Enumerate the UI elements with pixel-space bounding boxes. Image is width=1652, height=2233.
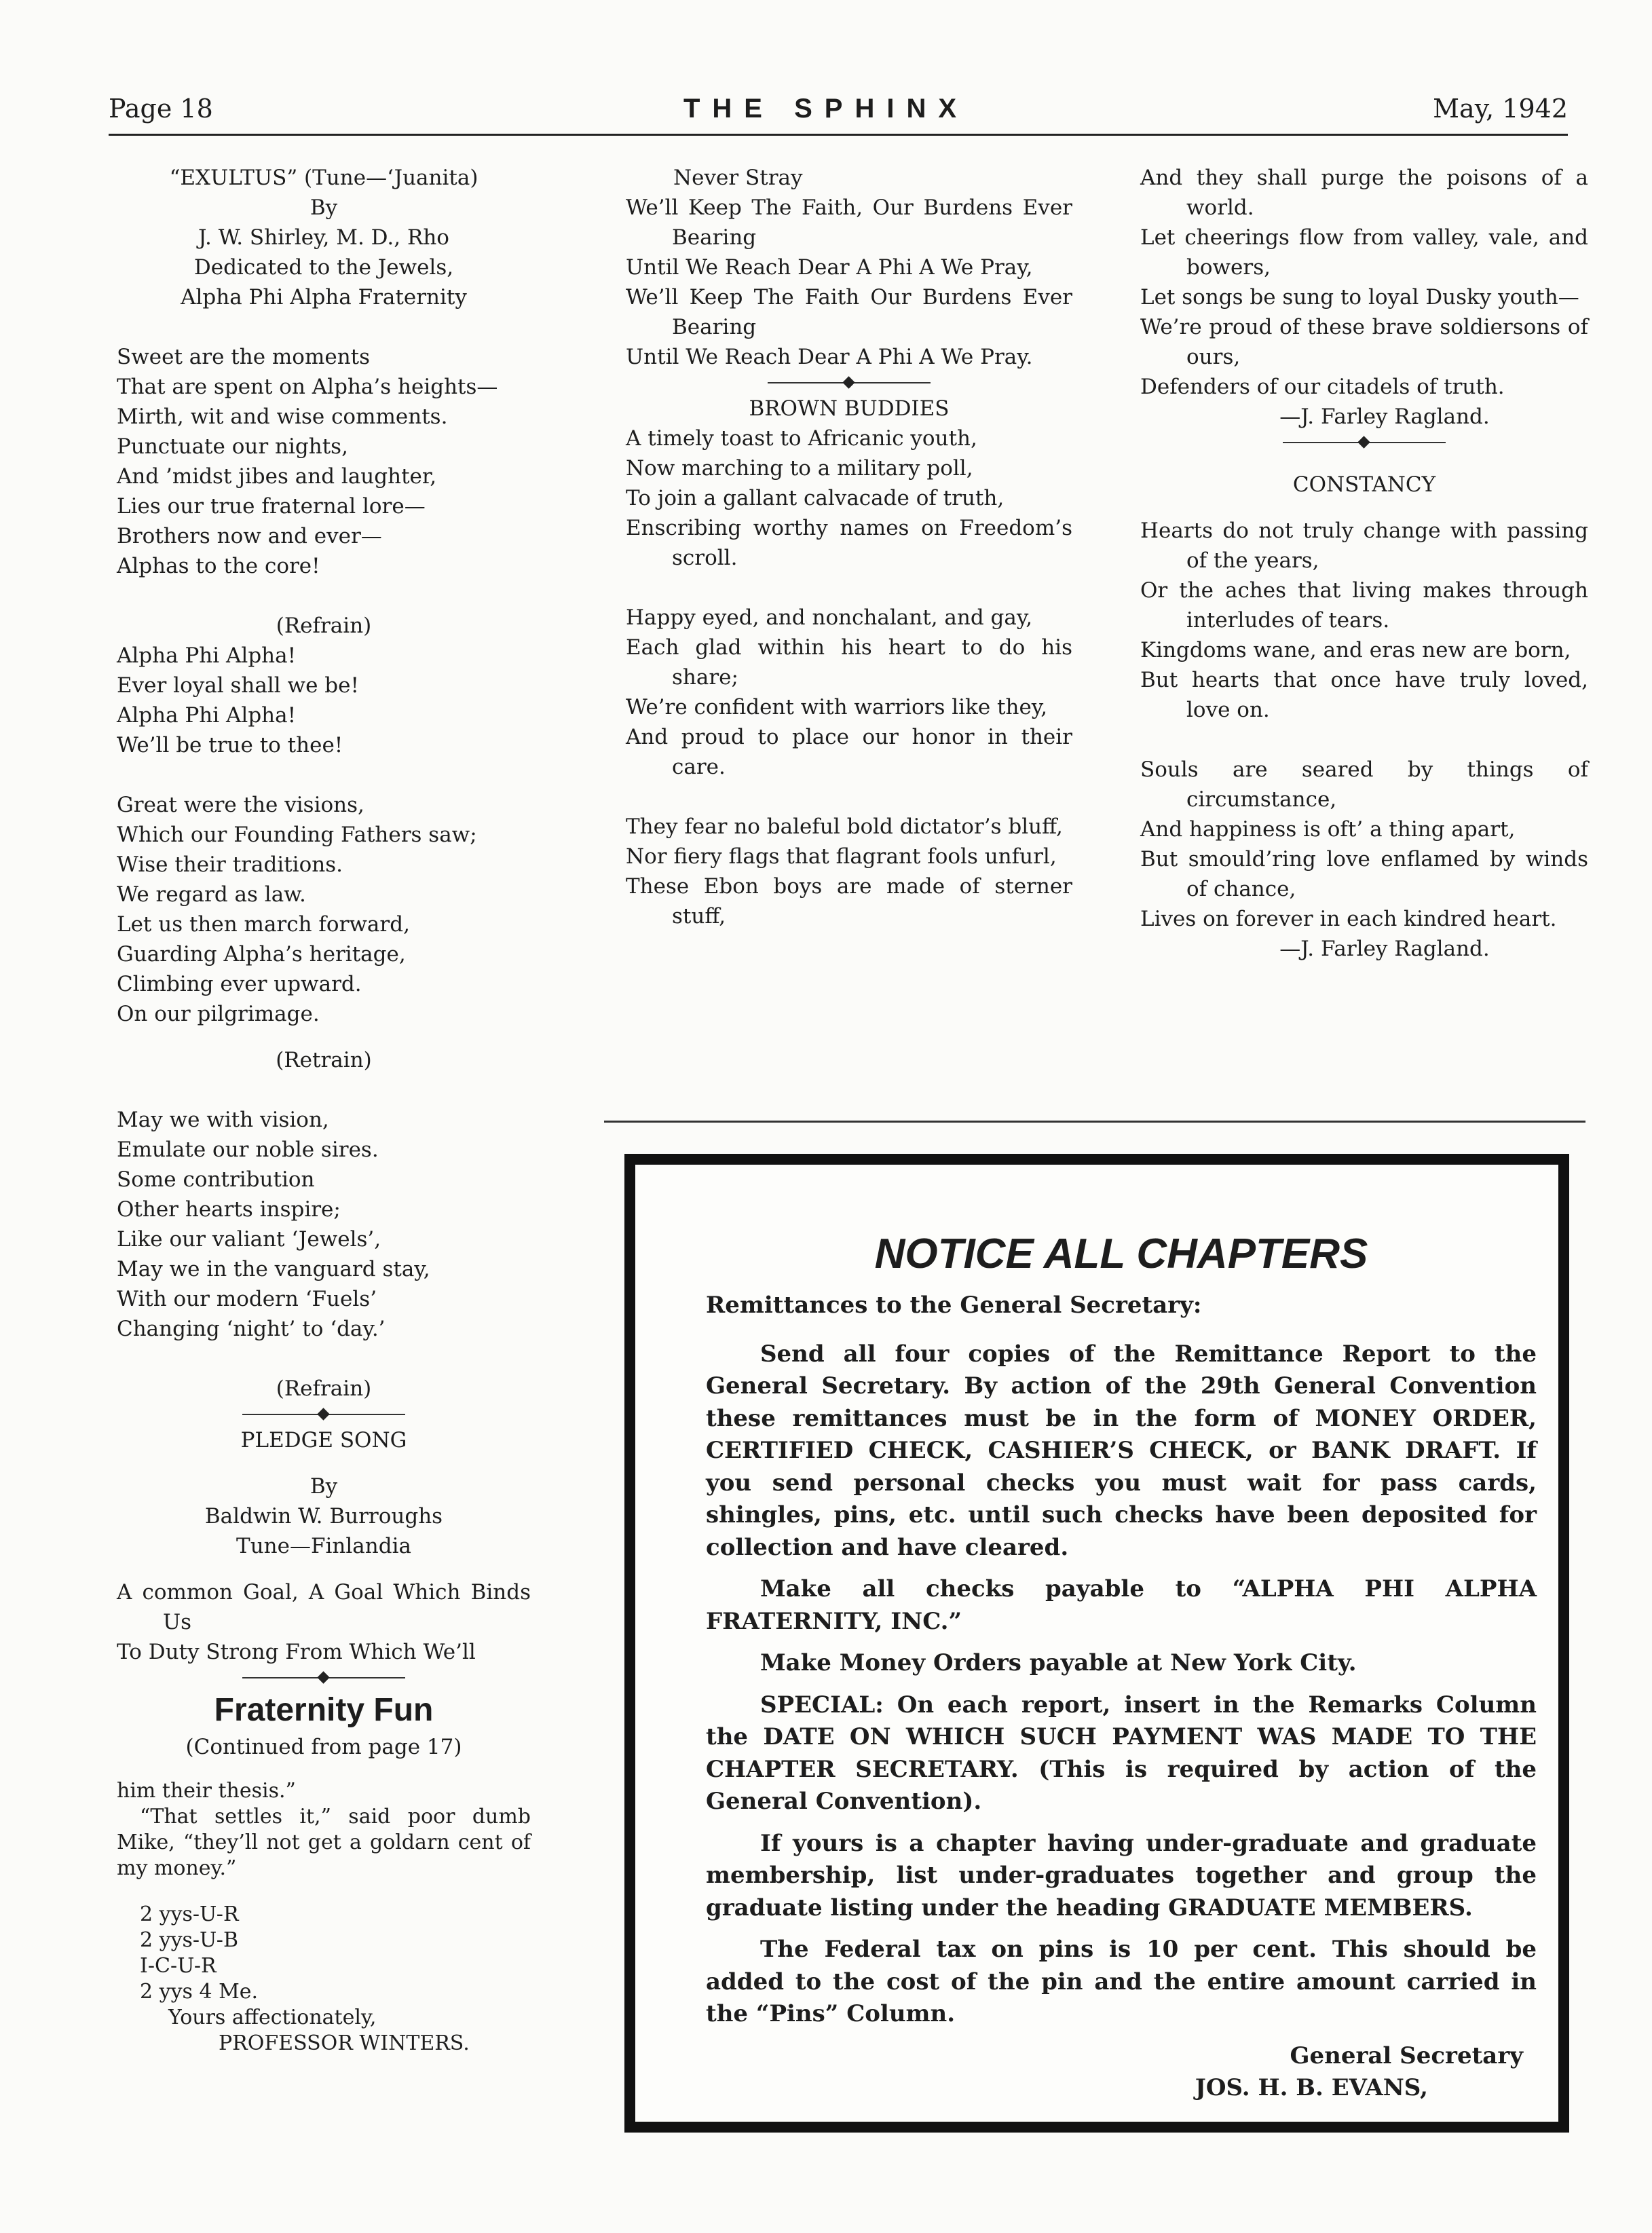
column-right <box>1140 163 1588 964</box>
spacer <box>117 1455 531 1471</box>
spacer <box>117 1762 531 1778</box>
spacer <box>117 1029 531 1045</box>
verse-line: With our modern ‘Fuels’ <box>117 1287 377 1311</box>
spacer <box>626 573 1072 603</box>
verse-line: We’ll Keep The Faith Our Burdens Ever Bearing <box>626 285 1072 339</box>
refrain-label: (Refrain) <box>276 614 372 638</box>
code-line: 2 yys-U-R <box>140 1902 239 1926</box>
issue-date: May, 1942 <box>1433 94 1568 124</box>
header-rule <box>109 134 1568 136</box>
column-middle <box>626 163 1072 931</box>
verse-line: Wise their traditions. <box>117 852 343 877</box>
spacer <box>117 1075 531 1105</box>
code-line: 2 yys 4 Me. <box>140 1980 259 2004</box>
spacer <box>1140 725 1588 755</box>
verse-line: Souls are seared by things of circumstance, <box>1140 757 1588 812</box>
verse-line: Which our Founding Fathers saw; <box>117 823 477 847</box>
verse-line: Kingdoms wane, and eras new are born, <box>1140 638 1571 662</box>
verse-line: Now marching to a military poll, <box>626 456 973 481</box>
constancy-signature: —J. Farley Ragland. <box>1279 937 1490 961</box>
continued-note: (Continued from page 17) <box>185 1735 462 1759</box>
refrain-label: (Retrain) <box>276 1048 372 1072</box>
spacer <box>1140 500 1588 516</box>
verse-line: Enscribing worthy names on Freedom’s scroll. <box>626 516 1072 570</box>
verse-line: Never Stray <box>673 166 803 190</box>
fun-line: “That settles it,” said poor dumb Mike, “they’ll not get a goldarn cent of my money.” <box>117 1805 531 1880</box>
section-rule <box>604 1121 1585 1123</box>
verse-line: And happiness is oft’ a thing apart, <box>1140 817 1516 842</box>
verse-line: Or the aches that living makes through interludes of tears. <box>1140 578 1588 633</box>
spacer <box>117 1344 531 1374</box>
verse-line: May we with vision, <box>117 1108 329 1132</box>
exultus-verse-1 <box>117 342 531 581</box>
verse-line: Alpha Phi Alpha! <box>117 643 297 668</box>
verse-line: A common Goal, A Goal Which Binds Us <box>117 1580 531 1634</box>
notice-box <box>624 1154 1569 2133</box>
exultus-verse-2 <box>117 790 531 1029</box>
notice-content <box>706 1227 1537 2105</box>
verse-line: Like our valiant ‘Jewels’, <box>117 1227 381 1252</box>
verse-line: Each glad within his heart to do his share; <box>626 635 1072 690</box>
verse-line: To join a gallant calvacade of truth, <box>626 486 1005 510</box>
ornament-divider <box>242 1404 405 1425</box>
exultus-author: J. W. Shirley, M. D., Rho <box>198 225 449 250</box>
verse-line: Some contribution <box>117 1167 315 1192</box>
magazine-title: THE SPHINX <box>683 94 969 124</box>
verse-line: They fear no baleful bold dictator’s bluff, <box>626 814 1063 839</box>
fun-signature: PROFESSOR WINTERS. <box>219 2031 470 2055</box>
pledge-title: PLEDGE SONG <box>240 1428 407 1452</box>
verse-line: Until We Reach Dear A Phi A We Pray. <box>626 345 1033 369</box>
pledge-author: Baldwin W. Burroughs <box>204 1504 443 1528</box>
fun-closing: Yours affectionately, <box>168 2006 377 2029</box>
ornament-divider <box>1283 432 1446 453</box>
spacer <box>117 1881 531 1902</box>
refrain-label: (Refrain) <box>276 1376 372 1401</box>
code-line: I-C-U-R <box>140 1954 217 1978</box>
notice-paragraph: Make all checks payable to “ALPHA PHI ALPHA FRATERNITY, INC.” <box>706 1575 1537 1635</box>
exultus-verse-3 <box>117 1105 531 1344</box>
exultus-dedication-2: Alpha Phi Alpha Fraternity <box>181 285 467 309</box>
constancy-title: CONSTANCY <box>1292 472 1436 497</box>
exultus-by: By <box>309 195 338 220</box>
pledge-by: By <box>309 1474 338 1499</box>
verse-line: Let us then march forward, <box>117 912 410 937</box>
fun-line: him their thesis.” <box>117 1779 296 1803</box>
verse-line: These Ebon boys are made of sterner stuff, <box>626 874 1072 928</box>
spacer <box>117 312 531 342</box>
spacer <box>1140 453 1588 470</box>
verse-line: Other hearts inspire; <box>117 1197 341 1222</box>
notice-signature-title: General Secretary <box>1290 2042 1523 2069</box>
column-left <box>117 163 531 2057</box>
verse-line: Great were the visions, <box>117 793 364 817</box>
verse-line: Guarding Alpha’s heritage, <box>117 942 406 967</box>
spacer <box>117 760 531 790</box>
brown-buddies-title: BROWN BUDDIES <box>749 396 950 421</box>
exultus-refrain <box>117 641 531 760</box>
verse-line: Mirth, wit and wise comments. <box>117 405 448 429</box>
verse-line: Nor fiery flags that flagrant fools unfurl, <box>626 844 1057 869</box>
ornament-divider <box>768 372 931 394</box>
page-number: Page 18 <box>109 94 213 124</box>
verse-line: And they shall purge the poisons of a world. <box>1140 166 1588 220</box>
verse-line: We’ll be true to thee! <box>117 733 343 757</box>
verse-line: But smould’ring love enflamed by winds of chance, <box>1140 847 1588 901</box>
verse-line: We’re confident with warriors like they, <box>626 695 1048 719</box>
verse-line: Punctuate our nights, <box>117 434 348 459</box>
notice-paragraph: If yours is a chapter having under-graduate and graduate membership, list under-graduates together and group the graduate listing under the heading GRADUATE MEMBERS. <box>706 1829 1537 1921</box>
verse-line: And proud to place our honor in their care. <box>626 725 1072 779</box>
ornament-divider <box>242 1667 405 1689</box>
brown-buddies-signature: —J. Farley Ragland. <box>1279 405 1490 429</box>
notice-paragraph: SPECIAL: On each report, insert in the Remarks Column the DATE ON WHICH SUCH PAYMENT WAS MADE TO THE CHAPTER SECRETARY. (This is required by action of the General Convention). <box>706 1691 1537 1815</box>
verse-line: We regard as law. <box>117 882 306 907</box>
verse-line: Sweet are the moments <box>117 345 371 369</box>
spacer <box>117 1561 531 1577</box>
notice-signature-name: JOS. H. B. EVANS, <box>1195 2074 1428 2101</box>
verse-line: Climbing ever upward. <box>117 972 362 996</box>
verse-line: Until We Reach Dear A Phi A We Pray, <box>626 255 1033 280</box>
fun-body <box>117 1778 531 2057</box>
verse-line: But hearts that once have truly loved, love on. <box>1140 668 1588 722</box>
verse-line: Let songs be sung to loyal Dusky youth— <box>1140 285 1579 309</box>
exultus-title: “EXULTUS” (Tune—‘Juanita) <box>169 166 478 190</box>
verse-line: A timely toast to Africanic youth, <box>626 426 977 451</box>
notice-paragraph: Make Money Orders payable at New York City. <box>760 1649 1357 1676</box>
verse-line: Ever loyal shall we be! <box>117 673 359 698</box>
verse-line: Alpha Phi Alpha! <box>117 703 297 728</box>
fraternity-fun-title: Fraternity Fun <box>214 1692 434 1728</box>
verse-line: To Duty Strong From Which We’ll <box>117 1640 476 1664</box>
verse-line: Happy eyed, and nonchalant, and gay, <box>626 605 1033 630</box>
verse-line: Let cheerings flow from valley, vale, and bowers, <box>1140 225 1588 280</box>
verse-line: May we in the vanguard stay, <box>117 1257 430 1281</box>
verse-line: Changing ‘night’ to ‘day.’ <box>117 1317 386 1341</box>
verse-line: Alphas to the core! <box>117 554 320 578</box>
spacer <box>117 581 531 611</box>
verse-line: Defenders of our citadels of truth. <box>1140 375 1505 399</box>
verse-line: Brothers now and ever— <box>117 524 382 548</box>
verse-line: We’re proud of these brave soldiersons of ours, <box>1140 315 1588 369</box>
pledge-tune: Tune—Finlandia <box>236 1534 411 1558</box>
code-line: 2 yys-U-B <box>140 1928 238 1952</box>
verse-line: And ’midst jibes and laughter, <box>117 464 437 489</box>
notice-title: NOTICE ALL CHAPTERS <box>874 1231 1368 1277</box>
notice-subtitle: Remittances to the General Secretary: <box>706 1292 1202 1319</box>
exultus-dedication-1: Dedicated to the Jewels, <box>193 255 454 280</box>
verse-line: Lies our true fraternal lore— <box>117 494 426 519</box>
notice-paragraph: Send all four copies of the Remittance Report to the General Secretary. By action of the 29th General Convention these remittances must be in the form of MONEY ORDER, CERTIFIED CHECK, CASHIER’S CHECK, or BANK DRAFT. If you send personal checks you must wait for pass cards, shingles, pins, etc. until such checks have been deposited for collection and have cleared. <box>706 1340 1537 1561</box>
verse-line: Hearts do not truly change with passing of the years, <box>1140 519 1588 573</box>
verse-line: That are spent on Alpha’s heights— <box>117 375 498 399</box>
verse-line: On our pilgrimage. <box>117 1002 320 1026</box>
verse-line: We’ll Keep The Faith, Our Burdens Ever Bearing <box>626 195 1072 250</box>
spacer <box>626 782 1072 812</box>
notice-paragraph: The Federal tax on pins is 10 per cent. This should be added to the cost of the pin and the entire amount carried in the “Pins” Column. <box>706 1936 1537 2027</box>
verse-line: Lives on forever in each kindred heart. <box>1140 907 1557 931</box>
verse-line: Emulate our noble sires. <box>117 1138 379 1162</box>
